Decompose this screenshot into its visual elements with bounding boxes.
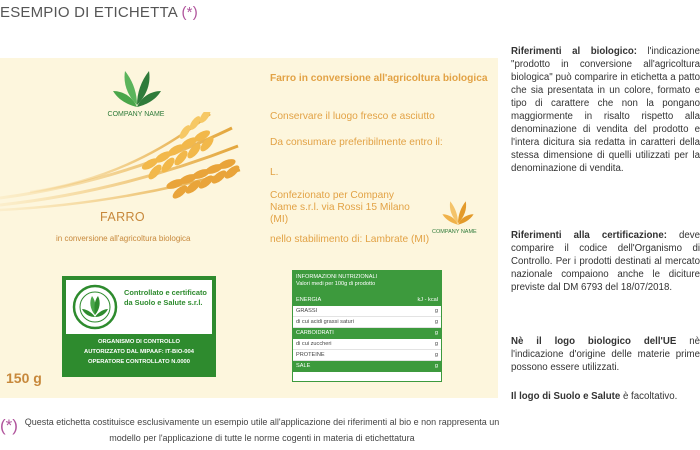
nutrient-unit: kJ - kcal — [417, 297, 438, 303]
wheat-illustration — [0, 112, 270, 212]
bio-references-title: Riferimenti al biologico: — [511, 46, 637, 57]
certification-references-text: deve comparire il codice dell'Organismo di Controllo. Per i prodotti destinati al mercato nazionale compaiono anche le diciture previste dal DM 6793 del 18/07/2018. — [511, 230, 700, 293]
best-before-text: Da consumare preferibilmente entro il: — [270, 137, 443, 148]
nutrient-unit: g — [434, 363, 438, 369]
certification-references-title: Riferimenti alla certificazione: — [511, 230, 667, 241]
nutrient-name: di cui acidi grassi saturi — [296, 319, 354, 325]
nutrition-row — [293, 339, 441, 350]
certification-seal-icon — [72, 284, 118, 330]
certifier-name: Controllato e certificato da Suolo e Salute s.r.l. — [124, 288, 207, 307]
eu-logo-text: nè l'indicazione d'origine delle materie prime possono essere utilizzati. — [511, 336, 700, 373]
nutrition-table — [292, 270, 442, 382]
page-title — [0, 4, 198, 21]
packed-by-text: Confezionato per Company Name s.r.l. via Rossi 15 Milano (MI) — [270, 190, 410, 225]
authorization-line: AUTORIZZATO DAL MIPAAF: IT-BIO-004 — [84, 349, 194, 355]
ss-logo-title: Il logo di Suolo e Salute — [511, 391, 621, 402]
company-name-right: COMPANY NAME — [432, 229, 477, 235]
eu-logo-paragraph — [511, 335, 700, 374]
operator-line: OPERATORE CONTROLLATO N.0000 — [88, 359, 190, 365]
nutrient-name: ENERGIA — [296, 297, 322, 303]
storage-text: Conservare il luogo fresco e asciutto — [270, 111, 435, 122]
nutrition-row — [293, 350, 441, 361]
product-name: Farro in conversione all'agricoltura biologica — [270, 73, 488, 84]
ss-logo-text: è facoltativo. — [620, 391, 678, 402]
certification-box — [62, 276, 216, 377]
footnote-text: Questa etichetta costituisce esclusivamente un esempio utile all'applicazione dei riferimenti al bio e non rappresenta un modello per l'applicazione di tutte le norme cogenti in materia di etichettatura — [24, 417, 500, 443]
certification-header — [66, 280, 212, 334]
certification-references-paragraph — [511, 229, 700, 294]
ss-logo-paragraph — [511, 390, 700, 403]
nutrient-name: PROTEINE — [296, 352, 325, 358]
nutrition-row — [293, 361, 441, 372]
control-body-line: ORGANISMO DI CONTROLLO — [97, 339, 181, 345]
nutrient-unit: g — [434, 319, 438, 325]
nutrient-name: GRASSI — [296, 308, 318, 314]
nutrition-subtitle: Valori medi per 100g di prodotto — [296, 281, 376, 287]
brand-name: FARRO — [100, 210, 146, 224]
nutrition-row — [293, 317, 441, 328]
net-weight: 150 g — [6, 370, 42, 386]
title-asterisk: (*) — [181, 4, 198, 21]
nutrition-row — [293, 306, 441, 317]
bio-references-paragraph — [511, 45, 700, 175]
page-title-text: ESEMPIO DI ETICHETTA — [0, 4, 178, 21]
leaf-logo-icon — [111, 69, 163, 109]
bio-references-text: l'indicazione "prodotto in conversione all'agricoltura biologica" può comparire in etichetta a patto che sia presentata in un colore, formato e tipo di carattere che non la pongano maggiormente in risalto rispetto alla denominazione di vendita del prodotto e l'intera dicitura sia redatta in caratteri della stessa dimensione di quelli utilizzati per la denominazione di vendita. — [511, 46, 700, 174]
brand-subtitle: in conversione all'agricoltura biologica — [56, 234, 191, 243]
nutrient-name: CARBOIDRATI — [296, 330, 334, 336]
nutrient-unit: g — [434, 352, 438, 358]
nutrient-name: di cui zuccheri — [296, 341, 332, 347]
nutrition-row — [293, 328, 441, 339]
eu-logo-title: Nè il logo biologico dell'UE — [511, 336, 677, 347]
lot-text: L. — [270, 167, 279, 178]
nutrition-header — [293, 271, 441, 295]
nutrition-row — [293, 295, 441, 306]
plant-text: nello stabilimento di: Lambrate (MI) — [270, 234, 430, 245]
company-name-top: COMPANY NAME — [107, 111, 165, 118]
nutrient-unit: g — [434, 330, 438, 336]
nutrient-name: SALE — [296, 363, 311, 369]
nutrient-unit: g — [434, 341, 438, 347]
footnote-asterisk: (*) — [0, 416, 18, 435]
nutrient-unit: g — [434, 308, 438, 314]
leaf-logo-small-icon — [440, 200, 476, 226]
nutrition-title: INFORMAZIONI NUTRIZIONALI — [296, 274, 378, 280]
